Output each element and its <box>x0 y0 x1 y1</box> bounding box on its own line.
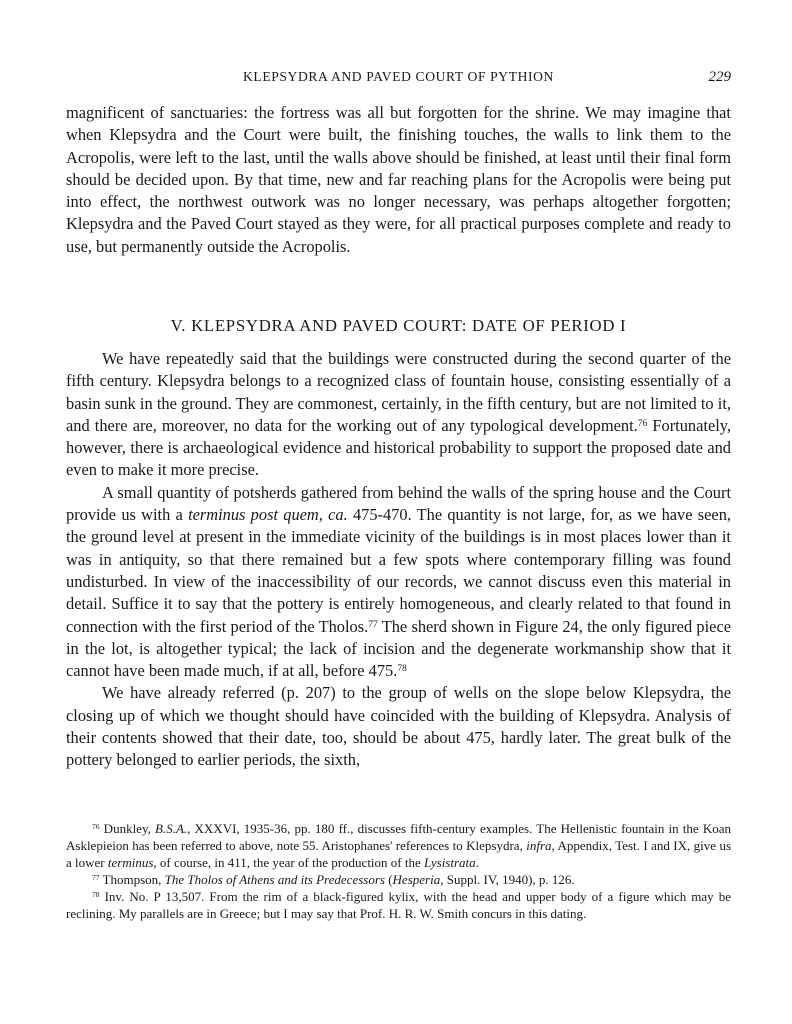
paragraph-2 <box>66 482 731 683</box>
running-header <box>66 69 731 89</box>
footnote-ref-77: 77 <box>368 619 378 630</box>
footnote-77 <box>66 871 731 888</box>
paragraph-3: We have already referred (p. 207) to the group of wells on the slope below Klepsydra, the closing up of which we thought should have coincided with the building of Klepsydra. Analysis of their contents showed that their date, too, should be about 475, hardly later. The great bulk of the pottery belonged to earlier periods, the sixth, <box>66 683 731 770</box>
footnote-76-play: Lysistrata <box>424 855 476 870</box>
footnote-78 <box>66 888 731 922</box>
section-heading: V. KLEPSYDRA AND PAVED COURT: DATE OF PERIOD I <box>170 316 627 335</box>
footnote-76-text-b: , XXXVI, 1935-36, pp. 180 ff., discusses fifth-century examples. The Hellenistic fountain in the Koan Asklepieion has been referred to above, note 55. Aristophanes' references to Klepsydra, <box>66 821 731 853</box>
paragraph-2-text-b: 475-470. The quantity is not large, for, as we have seen, the ground level at present in the immediate vicinity of the buildings is in most places lower than it was in antiquity, so that there remained but a few spots where contemporary filling was found undisturbed. In view of the inaccessibility of our records, we cannot discuss even this material in detail. Suffice it to say that the pottery is entirely homogeneous, and clearly related to that found in connection with the first period of the Tholos. <box>66 505 731 636</box>
footnote-76-number: 76 <box>92 821 100 831</box>
paragraph-1-text-b: Fortunately, however, there is archaeological evidence and historical probability to support the proposed date and even to make it more precise. <box>66 415 732 480</box>
footnote-76-infra: infra <box>526 838 552 853</box>
running-title: KLEPSYDRA AND PAVED COURT OF PYTHION <box>243 69 554 84</box>
footnote-78-text: Inv. No. P 13,507. From the rim of a black-figured kylix, with the head and upper body of a figure which may be reclining. My parallels are in Greece; but I may say that Prof. H. R. W. Smith concurs in this dating. <box>66 889 731 921</box>
section-body <box>66 348 731 772</box>
footnote-76-text-e: . <box>475 855 479 870</box>
footnote-ref-76: 76 <box>637 418 648 429</box>
footnote-77-text-b: ( <box>384 872 393 887</box>
footnote-78-number: 78 <box>92 889 100 899</box>
paragraph-1 <box>66 348 731 482</box>
footnote-77-text-a: Thompson, <box>99 872 165 887</box>
terminus-post-quem: terminus post quem, ca. <box>188 505 348 525</box>
footnote-77-title: The Tholos of Athens and its Predecessors <box>164 872 385 887</box>
footnote-76-text-a: Dunkley, <box>99 821 155 836</box>
footnote-77-series: Hesperia <box>392 872 441 887</box>
intro-block <box>66 102 731 258</box>
paragraph-2-text-a: A small quantity of potsherds gathered from behind the walls of the spring house and the Court provide us with a <box>66 482 731 525</box>
footnote-76-terminus: terminus <box>107 855 154 870</box>
footnote-76-text-d: , of course, in 411, the year of the production of the <box>153 855 425 870</box>
footnote-76 <box>66 820 731 871</box>
footnote-ref-78: 78 <box>397 663 407 674</box>
paragraph-2-text-c: The sherd shown in Figure 24, the only figured piece in the lot, is altogether typical; the lack of incision and the degenerate workmanship show that it cannot have been made much, if at all, before 475. <box>66 616 731 681</box>
footnote-76-text-c: , Appendix, Test. I and IX, give us a lower <box>66 838 731 870</box>
footnote-76-journal: B.S.A. <box>155 821 188 836</box>
intro-paragraph: magnificent of sanctuaries: the fortress was all but forgotten for the shrine. We may imagine that when Klepsydra and the Court were built, the finishing touches, the walls to link them to the Acropolis, were left to the last, until the walls above should be finished, at least until their final form should be decided upon. By that time, new and far reaching plans for the Acropolis were being put into effect, the northwest outwork was no longer necessary, was perhaps altogether forgotten; Klepsydra and the Paved Court stayed as they were, for all practical purposes complete and ready to use, but permanently outside the Acropolis. <box>66 103 731 256</box>
paragraph-1-text-a: We have repeatedly said that the buildings were constructed during the second quarter of the fifth century. Klepsydra belongs to a recognized class of fountain house, consisting essentially of a basin sunk in the ground. They are commonest, certainly, in the fifth century, but are not limited to it, and there are, moreover, no data for the working out of any typological development. <box>66 349 731 435</box>
footnotes <box>66 820 731 922</box>
footnote-77-number: 77 <box>92 872 100 882</box>
page-number: 229 <box>708 69 731 85</box>
footnote-77-text-c: , Suppl. IV, 1940), p. 126. <box>440 872 575 887</box>
